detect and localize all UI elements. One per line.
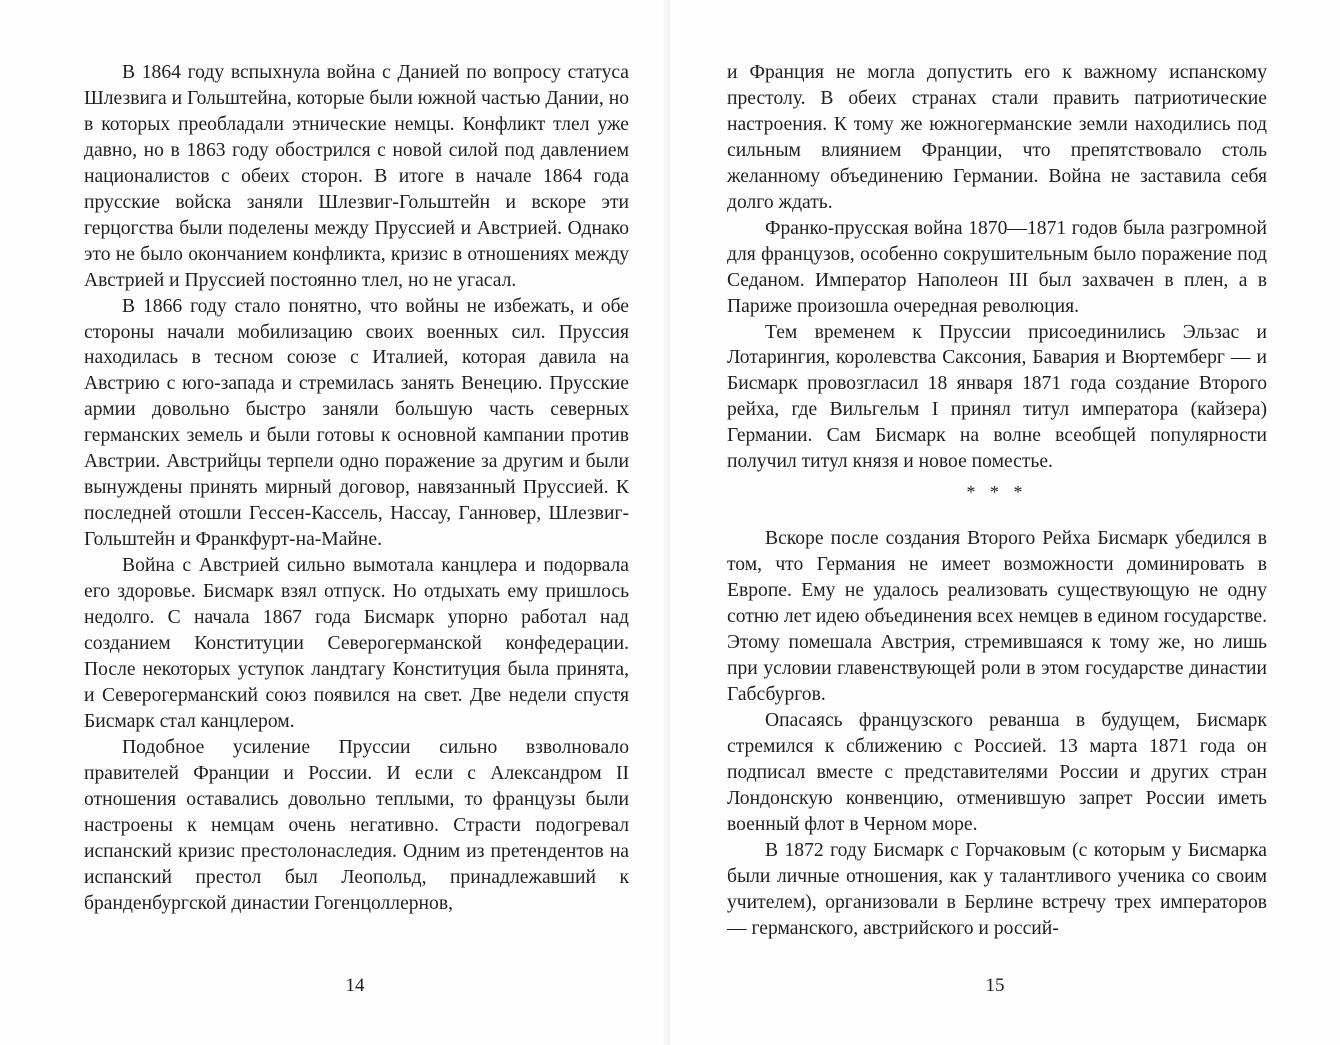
page-number: 15 — [985, 975, 1005, 996]
left-page-text — [84, 60, 629, 916]
paragraph: Вскоре после создания Второго Рейха Бисмарк убедился в том, что Германия не имеет возможности доминировать в Европе. Ему не удалось реализовать существующую не одну сотню лет идею объединения всех немцев в едином государстве. Этому помешала Австрия, стремившаяся к тому же, но лишь при условии главенствующей роли в этом государстве династии Габсбургов. — [727, 528, 1267, 705]
paragraph: В 1872 году Бисмарк с Горчаковым (с которым у Бисмарка были личные отношения, как у талантливого ученика со своим учителем), организовали в Берлине встречу трех императоров — германского, австрийского и россий- — [727, 839, 1267, 939]
right-page-text — [727, 60, 1267, 942]
paragraph: Война с Австрией сильно вымотала канцлера и подорвала его здоровье. Бисмарк взял отпуск. Но отдыхать ему пришлось недолго. С начала 1867 года Бисмарк упорно работал над созданием Конституции Северогерманской конфедерации. После некоторых уступок ландтагу Конституция была принята, и Северогерманский союз появился на свет. Две недели спустя Бисмарк стал канцлером. — [84, 555, 629, 732]
paragraph: Подобное усиление Пруссии сильно взволновало правителей Франции и России. И если с Александром II отношения оставались довольно теплыми, то французы были настроены к немцам очень негативно. Страсти подогревал испанский кризис престолонаследия. Одним из претендентов на испанский престол был Леопольд, принадлежавший к бранденбургской династии Гогенцоллернов, — [84, 736, 629, 914]
paragraph: Опасаясь французского реванша в будущем, Бисмарк стремился к сближению с Россией. 13 марта 1871 года он подписал вместе с представителями России и других стран Лондонскую конвенцию, отменившую запрет России иметь военный флот в Черном море. — [727, 709, 1267, 835]
paragraph: В 1866 году стало понятно, что войны не избежать, и обе стороны начали мобилизацию своих военных сил. Пруссия находилась в тесном союзе с Италией, которая давила на Австрию с юго-запада и стремилась занять Венецию. Прусские армии довольно быстро заняли большую часть северных германских земель и были готовы к основной кампании против Австрии. Австрийцы терпели одно поражение за другим и были вынуждены принять мирный договор, навязанный Пруссией. К последней отошли Гессен-Кассель, Нассау, Ганновер, Шлезвиг-Гольштейн и Франкфурт-на-Майне. — [84, 295, 629, 551]
paragraph: Франко-прусская война 1870—1871 годов была разгромной для французов, особенно сокрушительным было поражение под Седаном. Император Наполеон III был захвачен в плен, а в Париже произошла очередная революция. — [727, 217, 1267, 317]
page-number: 14 — [345, 975, 365, 996]
paragraph: Тем временем к Пруссии присоединились Эльзас и Лотарингия, королевства Саксония, Бавария и Вюртемберг — и Бисмарк провозгласил 18 января 1871 года создание Второго рейха, где Вильгельм I принял титул императора (кайзера) Германии. Сам Бисмарк на волне всеобщей популярности получил титул князя и новое поместье. — [727, 321, 1267, 473]
right-page — [670, 0, 1340, 1045]
section-break: * * * — [966, 482, 1028, 503]
paragraph-continuation: и Франция не могла допустить его к важному испанскому престолу. В обеих странах стали править патриотические настроения. К тому же южногерманские земли находились под сильным влиянием Франции, что препятствовало столь желанному объединению Германии. Война не заставила себя долго ждать. — [727, 62, 1267, 213]
paragraph: В 1864 году вспыхнула война с Данией по вопросу статуса Шлезвига и Гольштейна, которые были южной частью Дании, но в которых преобладали этнические немцы. Конфликт тлел уже давно, но в 1863 году обострился с новой силой под давлением националистов с обеих сторон. В итоге в начале 1864 года прусские войска заняли Шлезвиг-Гольштейн и вскоре эти герцогства были поделены между Пруссией и Австрией. Однако это не было окончанием конфликта, кризис в отношениях между Австрией и Пруссией постоянно тлел, но не угасал. — [84, 62, 629, 291]
